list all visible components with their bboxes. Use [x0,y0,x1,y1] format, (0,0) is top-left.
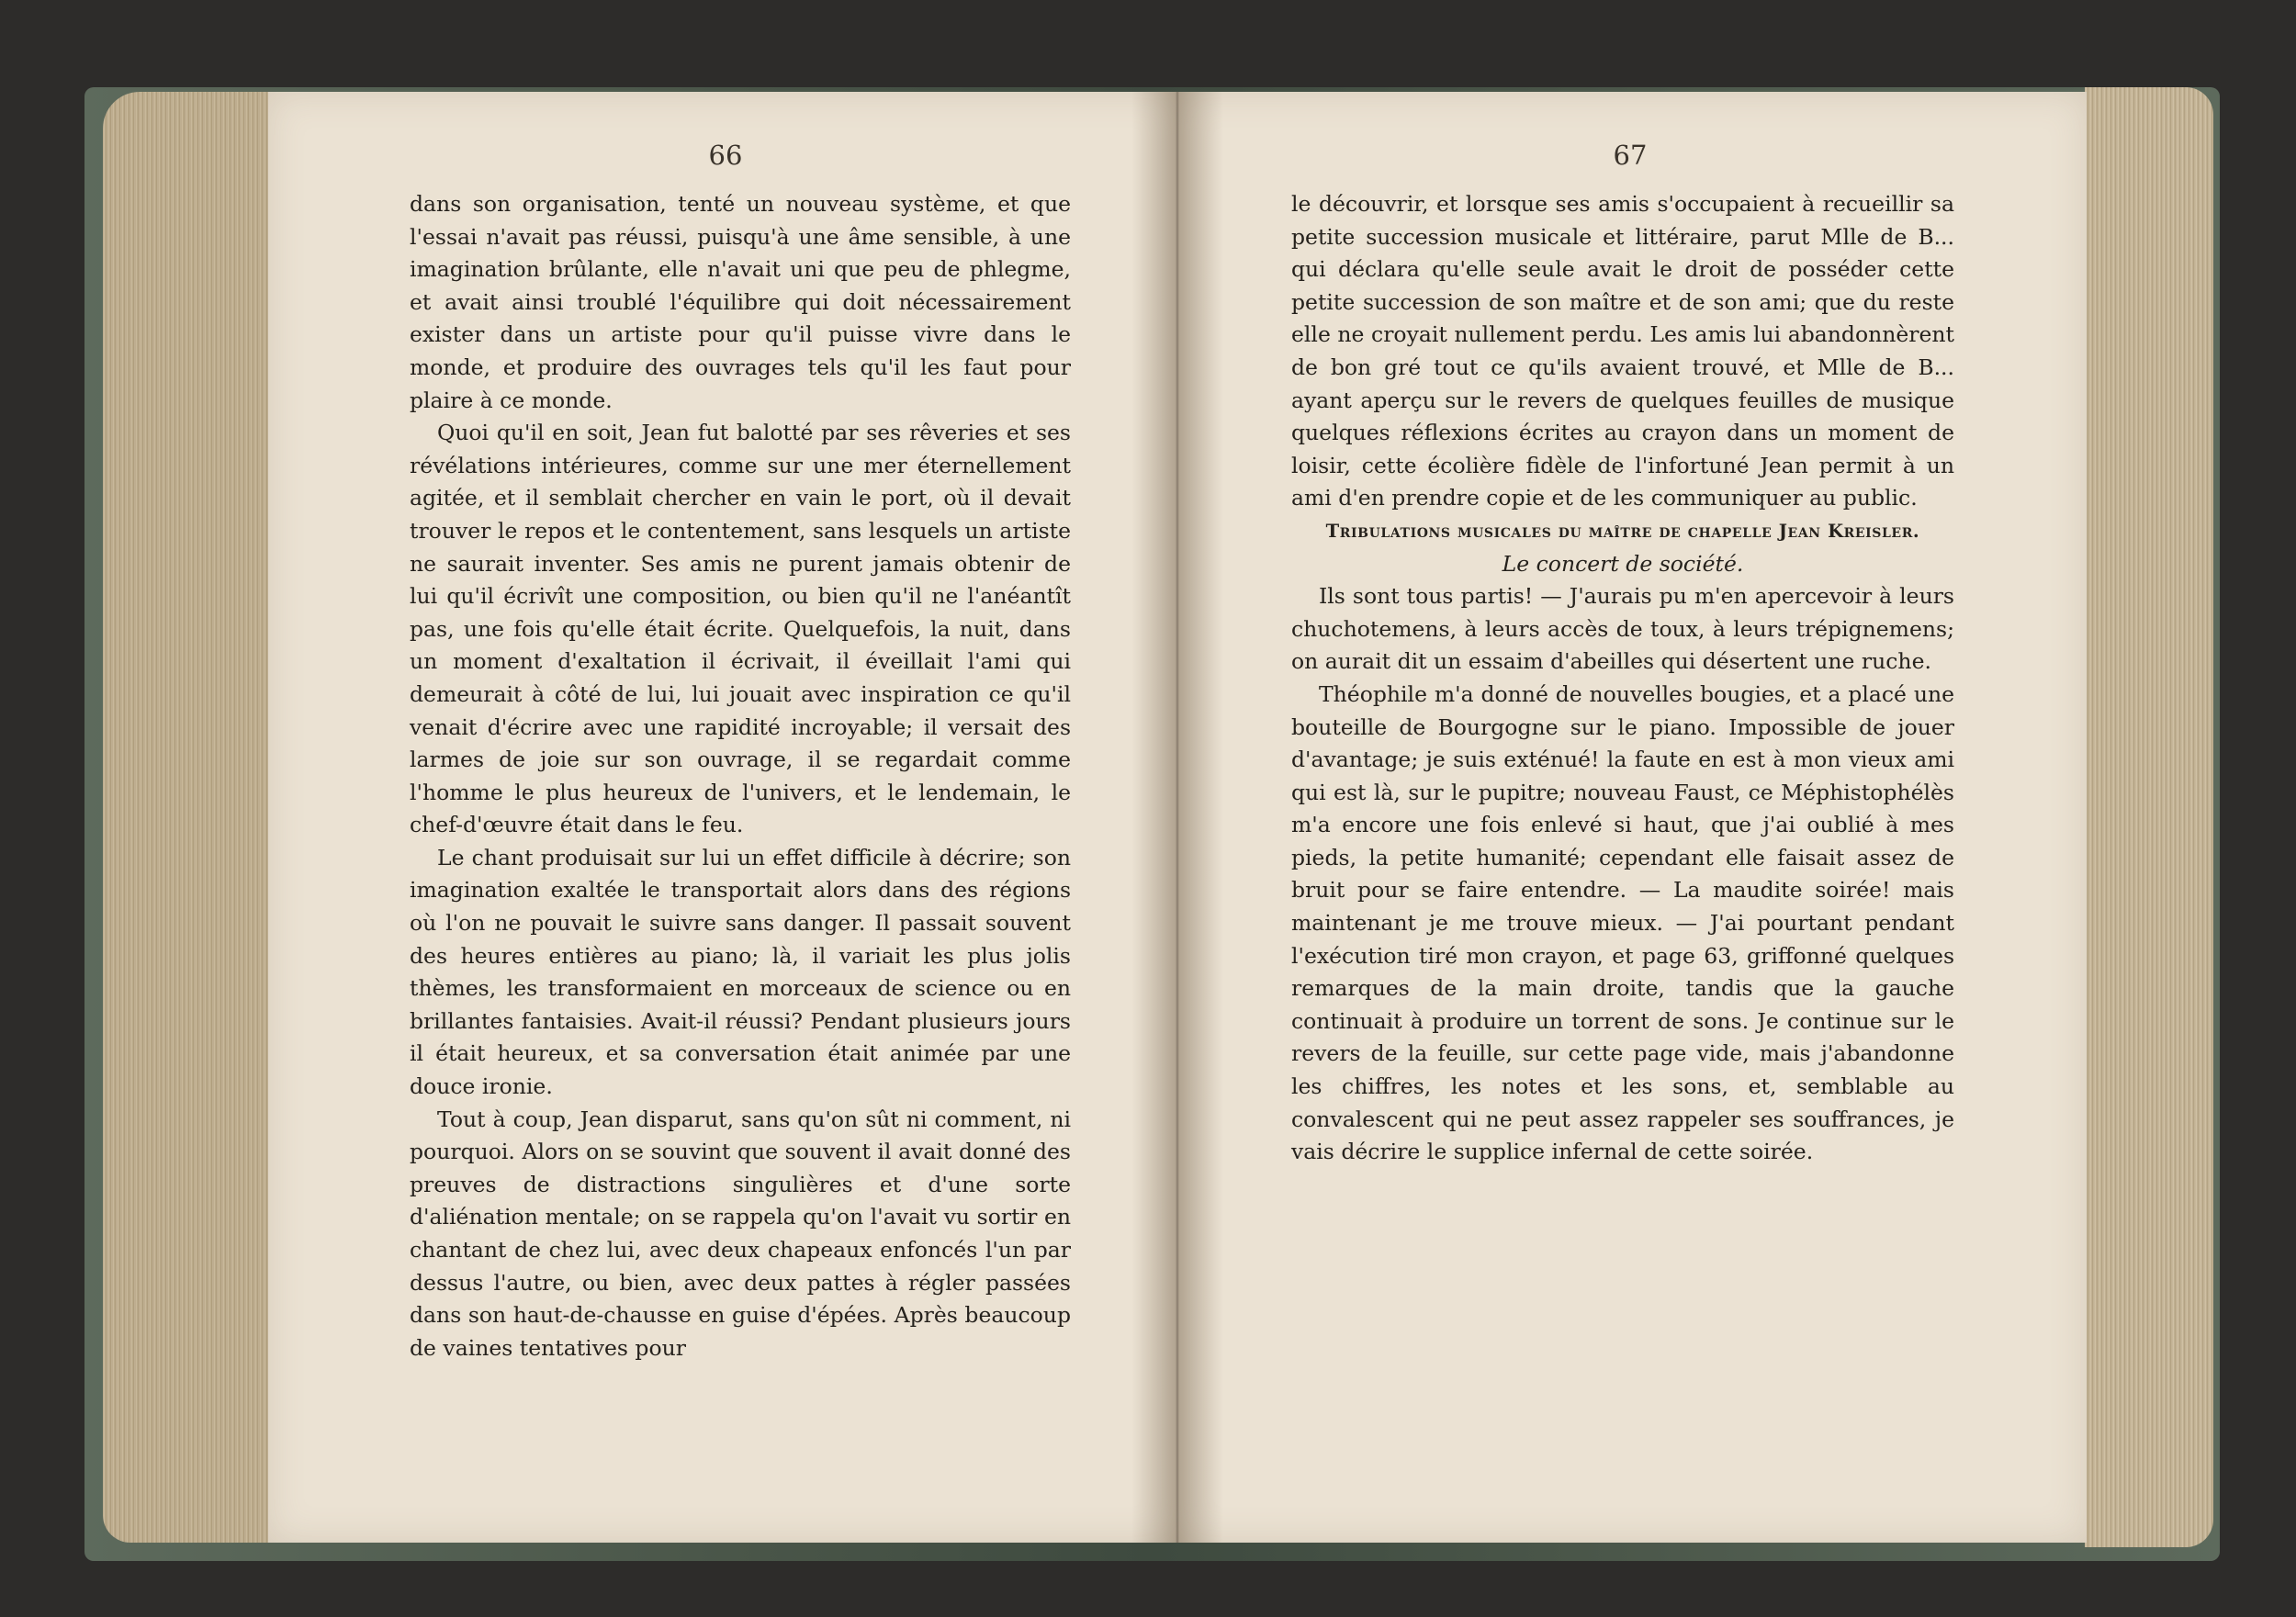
page-edges-left [103,92,268,1543]
paragraph: Quoi qu'il en soit, Jean fut balotté par ses rêveries et ses révélations intérieures, comme sur une mer éternellement agitée, et il semblait chercher en vain le port, où il devait trouver le repos et le contentement, sans lesquels un artiste ne saurait inventer. Ses amis ne purent jamais obtenir de lui qu'il écrivît une composition, ou bien qu'il ne l'anéantît pas, une fois qu'elle était écrite. Quelquefois, la nuit, dans un moment d'exaltation il écrivait, il éveillait l'ami qui demeurait à côté de lui, lui jouait avec inspiration ce qu'il venait d'écrire avec une rapidité incroyable; il versait des larmes de joie sur son ouvrage, il se regardait comme l'homme le plus heureux de l'univers, et le lendemain, le chef-d'œuvre était dans le feu. [410,420,1071,838]
paragraph: Tout à coup, Jean disparut, sans qu'on sût ni comment, ni pourquoi. Alors on se souvint que souvent il avait donné des preuves de distractions singulières et d'une sorte d'aliénation mentale; on se rappela qu'on l'avait vu sortir en chantant de chez lui, avec deux chapeaux enfoncés l'un par dessus l'autre, ou bien, avec deux pattes à régler passées dans son haut-de-chausse en guise d'épées. Après beaucoup de vaines tentatives pour [410,1106,1071,1361]
paragraph: le découvrir, et lorsque ses amis s'occupaient à recueillir sa petite succession musicale et littéraire, parut Mlle de B... qui déclara qu'elle seule avait le droit de posséder cette petite succession de son maître et de son ami; que du reste elle ne croyait nullement perdu. Les amis lui abandonnèrent de bon gré tout ce qu'ils avaient trouvé, et Mlle de B... ayant aperçu sur le revers de quelques feuilles de musique quelques réflexions écrites au crayon dans un moment de loisir, cette écolière fidèle de l'infortuné Jean permit à un ami d'en prendre copie et de les communiquer au public. [1291,191,1954,511]
section-subheading: Le concert de société. [1502,550,1744,577]
book-gutter [1131,92,1223,1543]
chapter-heading: Tribulations musicales du maître de chapelle Jean Kreisler. [1325,520,1920,542]
paragraph: dans son organisation, tenté un nouveau système, et que l'essai n'avait pas réussi, puisqu'à une âme sensible, à une imagination brûlante, elle n'avait uni que peu de phlegme, et avait ainsi troublé l'équilibre qui doit nécessairement exister dans un artiste pour qu'il puisse vivre dans le monde, et produire des ouvrages tels qu'il les faut pour plaire à ce monde. [410,191,1071,413]
page-edges-right [2085,87,2213,1547]
left-page-text [410,188,1071,1364]
paragraph: Le chant produisait sur lui un effet difficile à décrire; son imagination exaltée le transportait alors dans des régions où l'on ne pouvait le suivre sans danger. Il passait souvent des heures entières au piano; là, il variait les plus jolis thèmes, les transformaient en morceaux de science ou en brillantes fantaisies. Avait-il réussi? Pendant plusieurs jours il était heureux, et sa conversation était animée par une douce ironie. [410,844,1071,1100]
page-number-right: 67 [1613,140,1648,171]
paragraph: Ils sont tous partis! — J'aurais pu m'en apercevoir à leurs chuchotemens, à leurs accès de toux, à leurs trépignemens; on aurait dit un essaim d'abeilles qui désertent une ruche. [1291,583,1954,675]
right-page-text [1291,188,1954,1169]
paragraph: Théophile m'a donné de nouvelles bougies, et a placé une bouteille de Bourgogne sur le piano. Impossible de jouer d'avantage; je suis exténué! la faute en est à mon vieux ami qui est là, sur le pupitre; nouveau Faust, ce Méphistophélès m'a encore une fois enlevé si haut, que j'ai oublié à mes pieds, la petite humanité; cependant elle faisait assez de bruit pour se faire entendre. — La maudite soirée! mais maintenant je me trouve mieux. — J'ai pourtant pendant l'exécution tiré mon crayon, et page 63, griffonné quelques remarques de la main droite, tandis que la gauche continuait à produire un torrent de sons. Je continue sur le revers de la feuille, sur cette page vide, mais j'abandonne les chiffres, les notes et les sons, et, semblable au convalescent qui ne peut assez rappeler ses souffrances, je vais décrire le supplice infernal de cette soirée. [1291,680,1954,1165]
page-number-left: 66 [708,140,743,171]
